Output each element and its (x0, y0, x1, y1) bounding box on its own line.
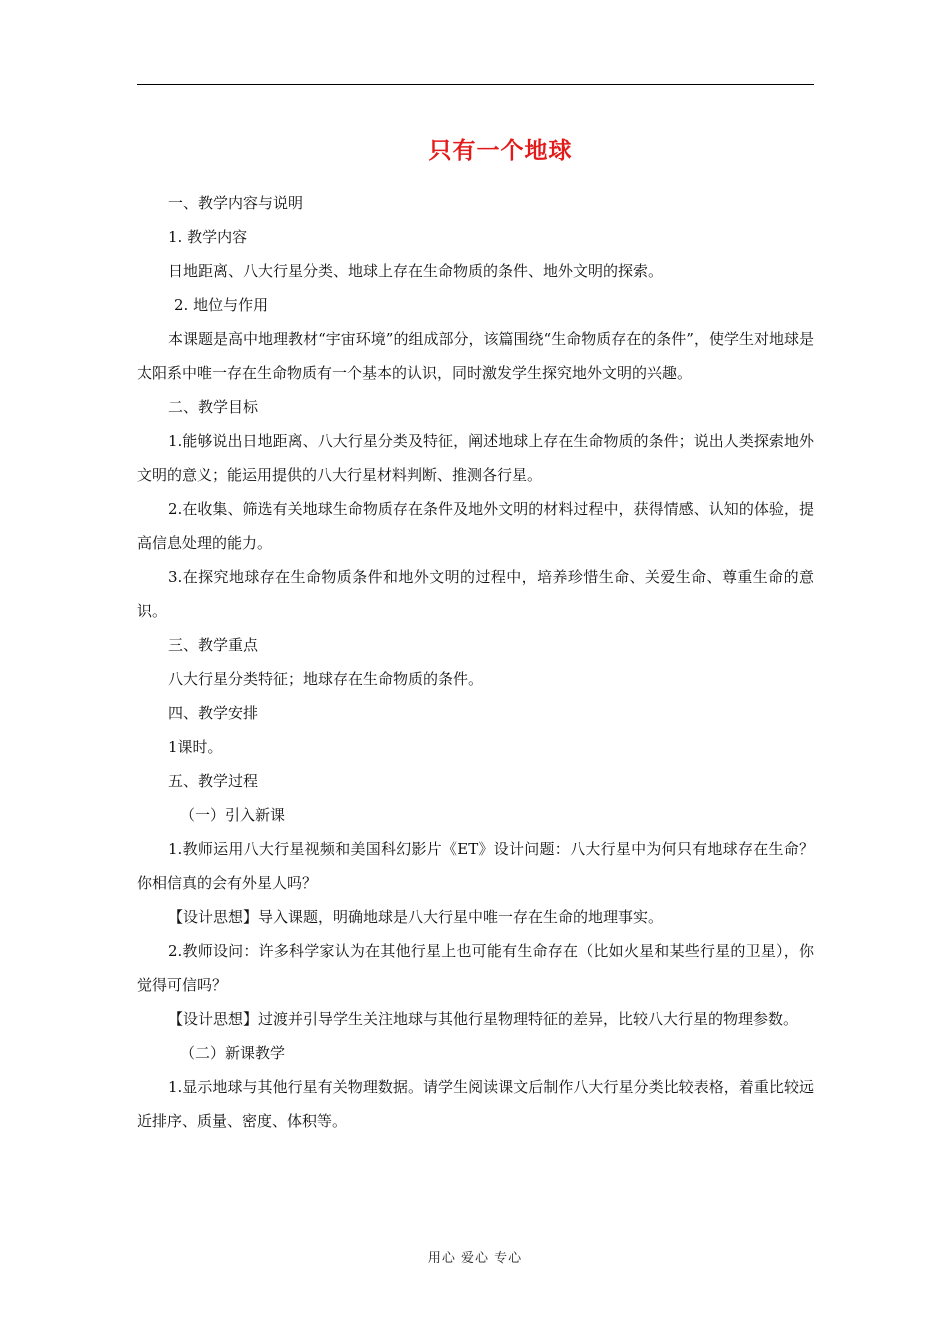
paragraph: 本课题是高中地理教材“宇宙环境”的组成部分，该篇围绕“生命物质存在的条件”，使学生对地球是太阳系中唯一存在生命物质有一个基本的认识，同时激发学生探究地外文明的兴趣。 (137, 330, 814, 382)
paragraph: 八大行星分类特征；地球存在生命物质的条件。 (168, 670, 484, 688)
document-body (137, 186, 814, 1138)
subsection-heading: 1. 教学内容 (168, 228, 248, 246)
page-footer: 用心 爱心 专心 (427, 1251, 523, 1266)
paragraph: 日地距离、八大行星分类、地球上存在生命物质的条件、地外文明的探索。 (168, 262, 664, 280)
design-note: 【设计思想】过渡并引导学生关注地球与其他行星物理特征的差异，比较八大行星的物理参数。 (168, 1010, 799, 1028)
section-heading: 二、教学目标 (168, 398, 259, 416)
section-heading: 五、教学过程 (168, 772, 259, 790)
paragraph: 2.在收集、筛选有关地球生命物质存在条件及地外文明的材料过程中，获得情感、认知的体验，提高信息处理的能力。 (137, 500, 814, 552)
paragraph: 1课时。 (168, 738, 223, 756)
section-heading: 一、教学内容与说明 (168, 194, 304, 212)
header-rule (137, 84, 814, 85)
page-title: 只有一个地球 (428, 138, 573, 164)
subsection-heading: （二）新课教学 (180, 1044, 286, 1062)
paragraph: 1.教师运用八大行星视频和美国科幻影片《ET》设计问题：八大行星中为何只有地球存在生命？你相信真的会有外星人吗？ (137, 840, 814, 892)
subsection-heading: （一）引入新课 (180, 806, 286, 824)
paragraph: 2.教师设问：许多科学家认为在其他行星上也可能有生命存在（比如火星和某些行星的卫星），你觉得可信吗？ (137, 942, 814, 994)
paragraph: 1.显示地球与其他行星有关物理数据。请学生阅读课文后制作八大行星分类比较表格，着重比较远近排序、质量、密度、体积等。 (137, 1078, 814, 1130)
section-heading: 四、教学安排 (168, 704, 259, 722)
section-heading: 三、教学重点 (168, 636, 259, 654)
design-note: 【设计思想】导入课题，明确地球是八大行星中唯一存在生命的地理事实。 (168, 908, 664, 926)
paragraph: 1.能够说出日地距离、八大行星分类及特征，阐述地球上存在生命物质的条件；说出人类探索地外文明的意义；能运用提供的八大行星材料判断、推测各行星。 (137, 432, 814, 484)
subsection-heading: 2. 地位与作用 (174, 296, 269, 314)
paragraph: 3.在探究地球存在生命物质条件和地外文明的过程中，培养珍惜生命、关爱生命、尊重生命的意识。 (137, 568, 814, 620)
